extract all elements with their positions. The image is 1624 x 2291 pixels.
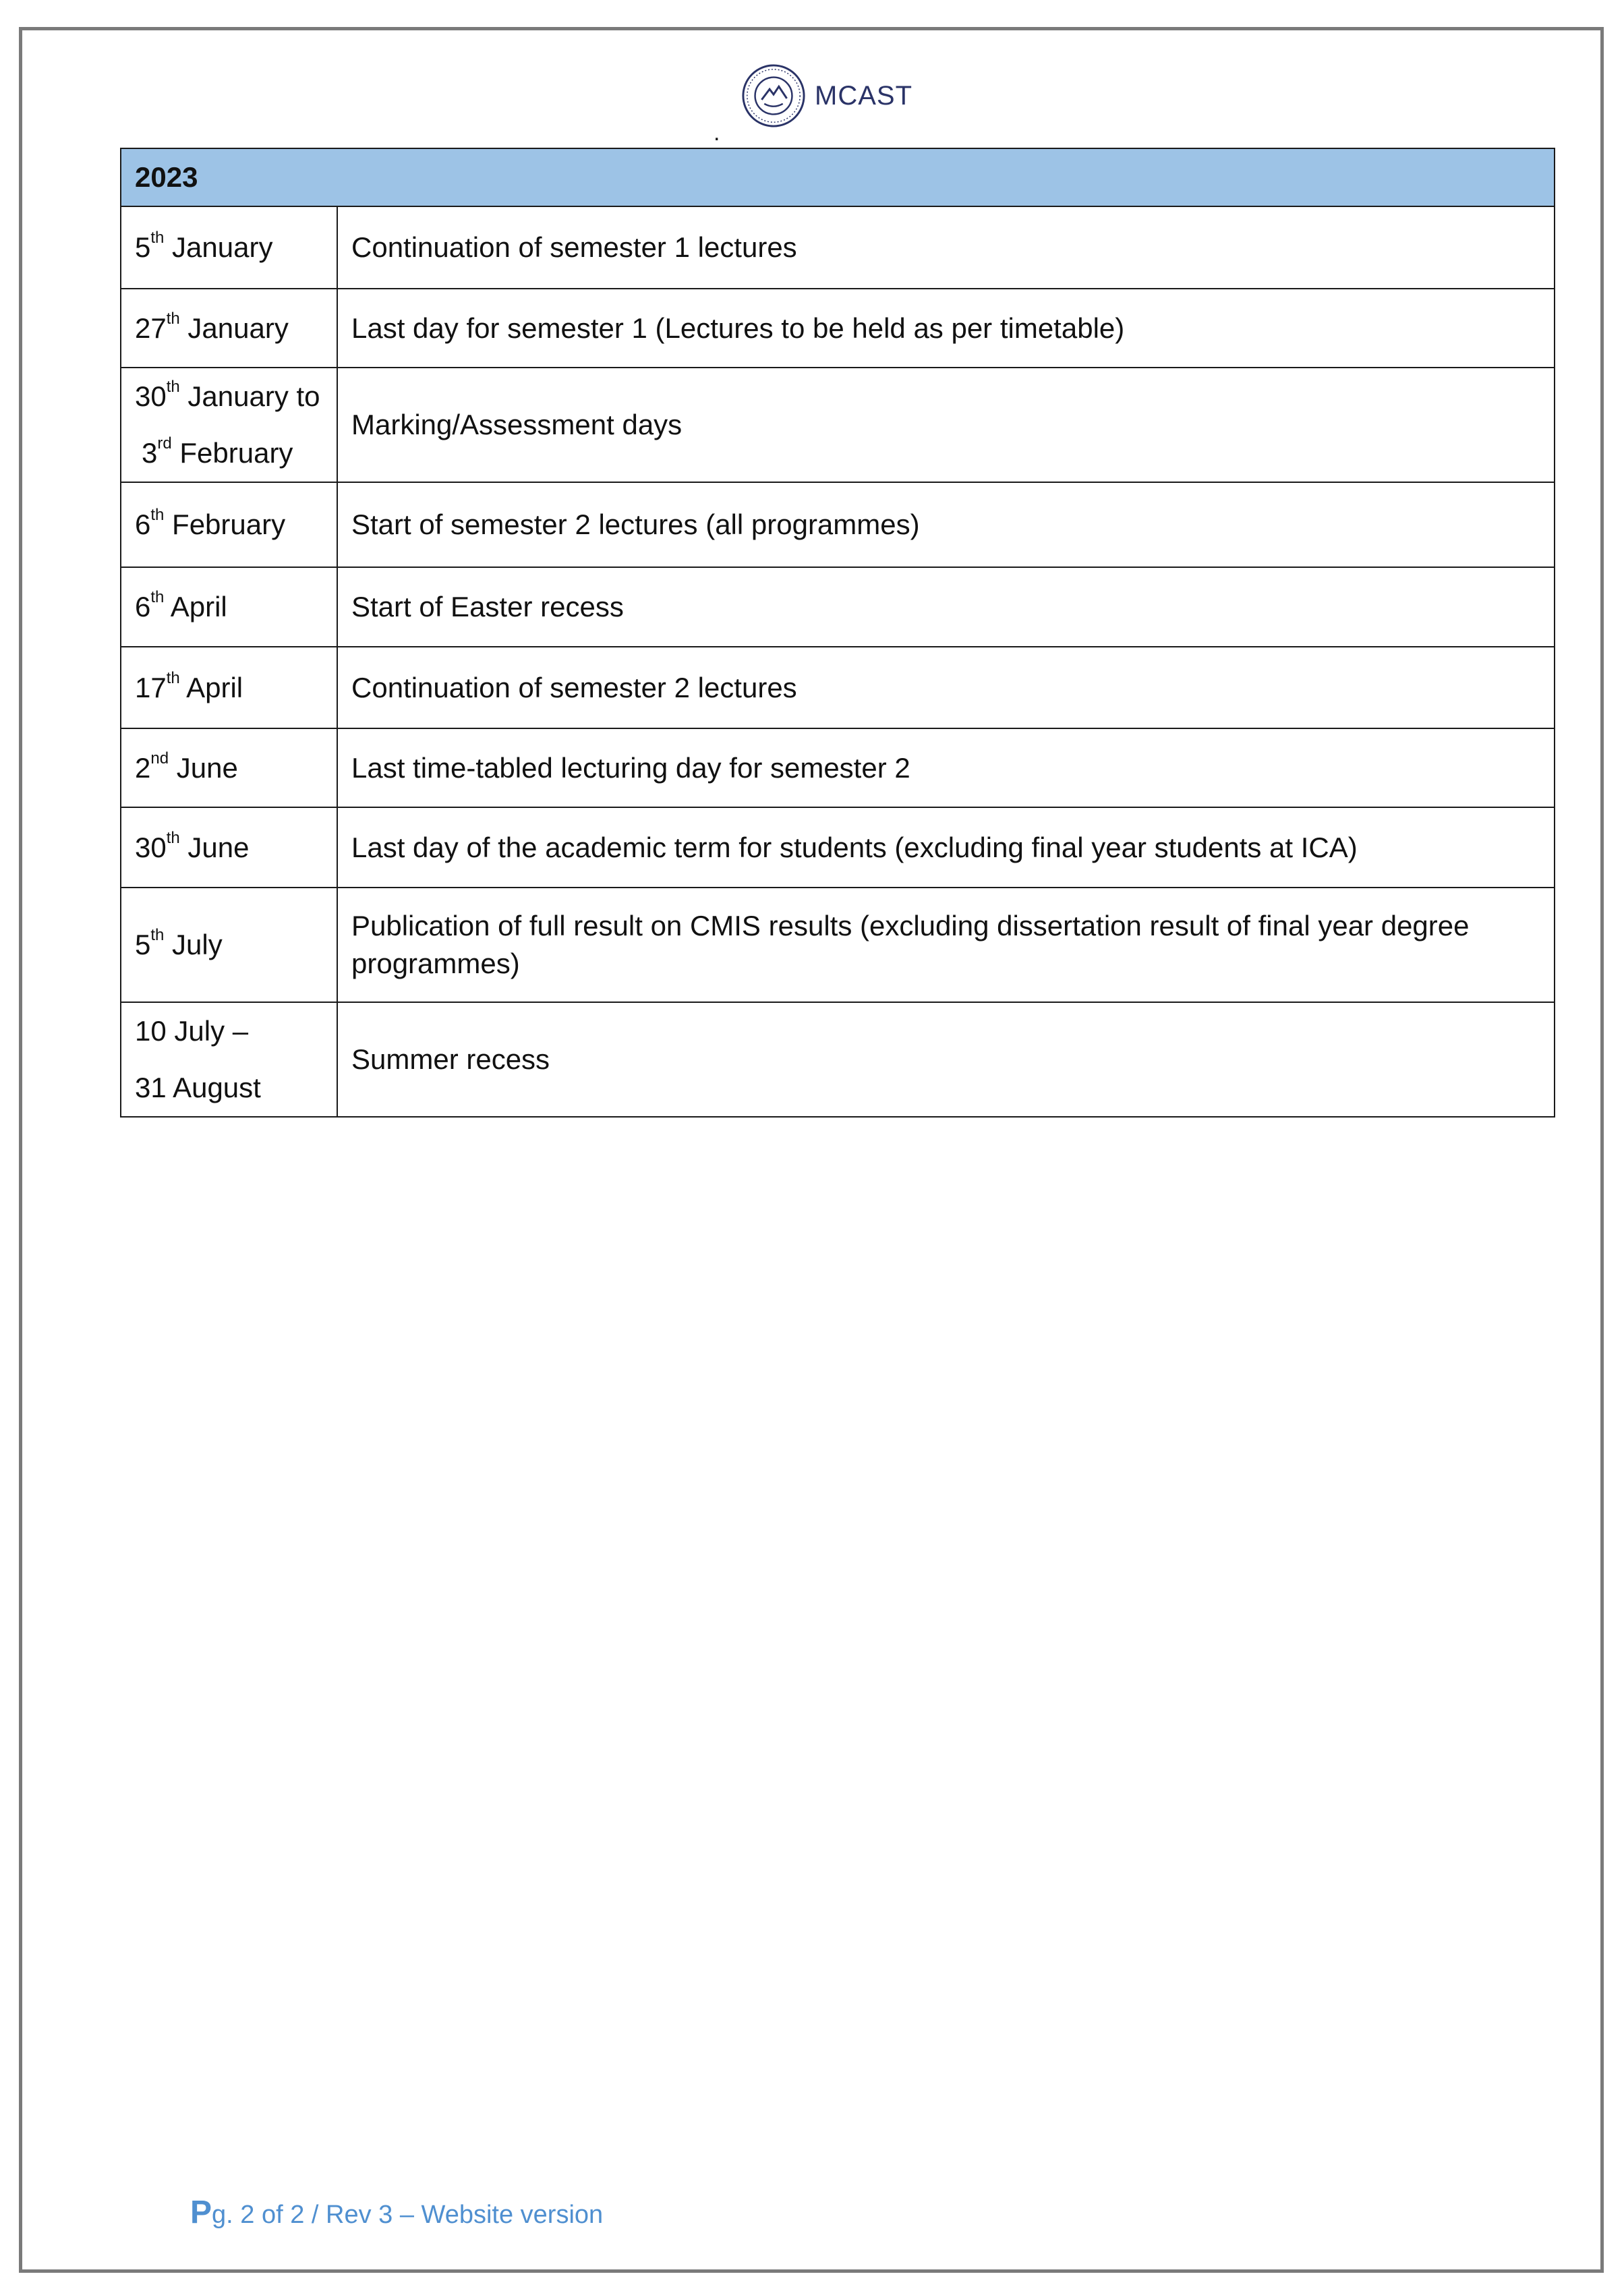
header-dot: .	[714, 120, 720, 146]
table-row	[121, 482, 1555, 567]
table-row	[121, 807, 1555, 888]
date-cell: 10 July – 31 August	[121, 1002, 337, 1117]
date-cell: 30th January to 3rd February	[121, 368, 337, 482]
description-cell: Last day of the academic term for students (excluding final year students at ICA)	[337, 807, 1555, 888]
logo-text: MCAST	[815, 80, 912, 111]
table-row	[121, 1002, 1555, 1117]
description-cell: Start of semester 2 lectures (all programmes)	[337, 482, 1555, 567]
academic-calendar-table	[120, 148, 1555, 1118]
table-row	[121, 728, 1555, 807]
date-cell: 5th July	[121, 888, 337, 1002]
footer-initial: P	[190, 2195, 212, 2230]
footer-text: g. 2 of 2 / Rev 3 – Website version	[212, 2201, 604, 2229]
table-row	[121, 647, 1555, 728]
date-cell: 6th February	[121, 482, 337, 567]
description-cell: Publication of full result on CMIS results (excluding dissertation result of final year degree programmes)	[337, 888, 1555, 1002]
description-cell: Last day for semester 1 (Lectures to be held as per timetable)	[337, 289, 1555, 368]
date-cell: 30th June	[121, 807, 337, 888]
date-cell: 17th April	[121, 647, 337, 728]
college-seal-icon	[741, 63, 807, 129]
description-cell: Last time-tabled lecturing day for semester 2	[337, 728, 1555, 807]
year-heading: 2023	[121, 148, 1555, 206]
description-cell: Summer recess	[337, 1002, 1555, 1117]
table-row	[121, 888, 1555, 1002]
date-cell: 2nd June	[121, 728, 337, 807]
description-cell: Start of Easter recess	[337, 567, 1555, 647]
table-row	[121, 567, 1555, 647]
description-cell: Continuation of semester 2 lectures	[337, 647, 1555, 728]
table-row	[121, 289, 1555, 368]
description-cell: Continuation of semester 1 lectures	[337, 206, 1555, 289]
date-cell: 27th January	[121, 289, 337, 368]
description-cell: Marking/Assessment days	[337, 368, 1555, 482]
page-footer	[190, 2194, 603, 2231]
date-cell: 6th April	[121, 567, 337, 647]
table-row	[121, 206, 1555, 289]
mcast-logo	[741, 62, 912, 129]
table-row	[121, 368, 1555, 482]
year-header-row	[121, 148, 1555, 206]
date-cell: 5th January	[121, 206, 337, 289]
